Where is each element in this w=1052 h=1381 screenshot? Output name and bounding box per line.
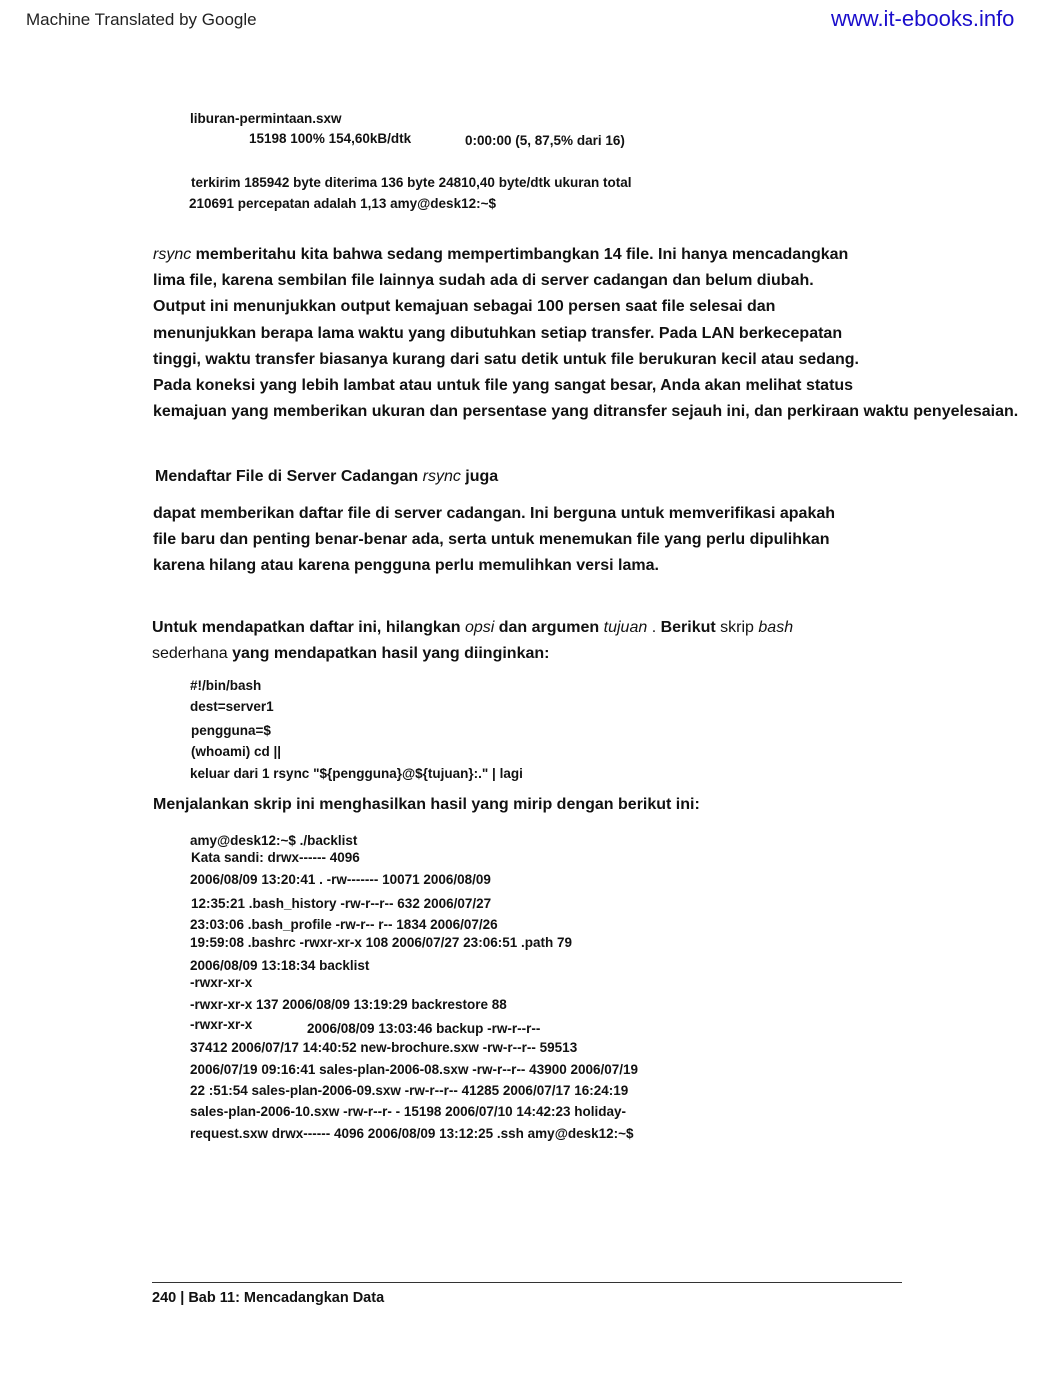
output2-line-6: 19:59:08 .bashrc -rwxr-xr-x 108 2006/07/27 23:06:51 .path 79 [190, 935, 572, 950]
output-sent-line: terkirim 185942 byte diterima 136 byte 24810,40 byte/dtk ukuran total [191, 175, 632, 190]
para2-line-3: karena hilang atau karena pengguna perlu memulihkan versi lama. [153, 557, 659, 574]
para1-line-3: Output ini menunjukkan output kemajuan sebagai 100 persen saat file selesai dan [153, 298, 776, 315]
output2-line-5: 23:03:06 .bash_profile -rw-r-- r-- 1834 2006/07/26 [190, 917, 498, 932]
para3-text-c: dan argumen [494, 619, 604, 636]
script-line-4: (whoami) cd || [191, 744, 282, 759]
machine-translated-label: Machine Translated by Google [26, 10, 257, 29]
output-timing: 0:00:00 (5, 87,5% dari 16) [465, 133, 625, 148]
tujuan-term: tujuan [603, 619, 648, 636]
running-text: Menjalankan skrip ini menghasilkan hasil yang mirip dengan berikut ini: [153, 796, 700, 813]
rsync-term: rsync [153, 246, 192, 263]
output2-line-2: Kata sandi: drwx------ 4096 [191, 850, 360, 865]
para1-line-4: menunjukkan berapa lama waktu yang dibutuhkan setiap transfer. Pada LAN berkecepatan [153, 325, 843, 342]
para1-line-5: tinggi, waktu transfer biasanya kurang dari satu detik untuk file berukuran kecil atau sedang. [153, 351, 859, 368]
para3-text-g: skrip [715, 619, 759, 636]
page-number: 240 [152, 1290, 177, 1306]
output2-line-8: -rwxr-xr-x [190, 975, 253, 990]
bash-term: bash [758, 619, 794, 636]
section-heading-b: juga [460, 468, 499, 485]
site-link[interactable]: www.it-ebooks.info [831, 6, 1015, 31]
para3-line-2 [152, 645, 549, 663]
chapter-title: Bab 11: Mencadangkan Data [188, 1290, 385, 1306]
output2-line-11: 2006/08/09 13:03:46 backup -rw-r--r-- [307, 1021, 541, 1036]
para3-text-e: . [647, 619, 661, 636]
script-line-1: #!/bin/bash [190, 678, 262, 693]
page-footer [152, 1290, 384, 1306]
para1-line-6: Pada koneksi yang lebih lambat atau untuk file yang sangat besar, Anda akan melihat status [153, 377, 854, 394]
output2-line-16: request.sxw drwx------ 4096 2006/08/09 13:12:25 .ssh amy@desk12:~$ [190, 1126, 634, 1141]
section-heading-rsync: rsync [422, 468, 461, 485]
para3-text-sederhana: sederhana [152, 645, 228, 662]
output-stats: 15198 100% 154,60kB/dtk [249, 131, 412, 146]
para1-line-1-text: memberitahu kita bahwa sedang mempertimbangkan 14 file. Ini hanya mencadangkan [191, 246, 849, 263]
output2-line-4: 12:35:21 .bash_history -rw-r--r-- 632 2006/07/27 [191, 896, 492, 911]
output-filename: liburan-permintaan.sxw [190, 111, 342, 126]
para3-text-f: Berikut [660, 619, 716, 636]
output2-line-14: 22 :51:54 sales-plan-2006-09.sxw -rw-r--r-- 41285 2006/07/17 16:24:19 [190, 1083, 629, 1098]
output2-line-10: -rwxr-xr-x [190, 1017, 253, 1032]
para2-line-1: dapat memberikan daftar file di server cadangan. Ini berguna untuk memverifikasi apakah [153, 505, 836, 522]
output2-line-7: 2006/08/09 13:18:34 backlist [190, 958, 370, 973]
output2-line-1: amy@desk12:~$ ./backlist [190, 833, 358, 848]
output-speedup-line: 210691 percepatan adalah 1,13 amy@desk12:~$ [189, 196, 496, 211]
para2-line-2: file baru dan penting benar-benar ada, serta untuk menemukan file yang perlu dipulihkan [153, 531, 830, 548]
para3-text-a: Untuk mendapatkan daftar ini, hilangkan [152, 619, 465, 636]
section-heading-a: Mendaftar File di Server Cadangan [155, 468, 423, 485]
output2-line-3: 2006/08/09 13:20:41 . -rw------- 10071 2006/08/09 [190, 872, 491, 887]
footer-separator: | [180, 1290, 185, 1306]
output2-line-9: -rwxr-xr-x 137 2006/08/09 13:19:29 backrestore 88 [190, 997, 507, 1012]
output2-line-12: 37412 2006/07/17 14:40:52 new-brochure.sxw -rw-r--r-- 59513 [190, 1040, 578, 1055]
script-line-2: dest=server1 [190, 699, 274, 714]
para1-line-7: kemajuan yang memberikan ukuran dan persentase yang ditransfer sejauh ini, dan perkiraan waktu penyelesaian. [153, 403, 1019, 420]
output2-line-15: sales-plan-2006-10.sxw -rw-r--r- - 15198 2006/07/10 14:42:23 holiday- [190, 1104, 626, 1119]
para3-line-1 [152, 619, 793, 637]
script-line-3: pengguna=$ [191, 723, 271, 738]
opsi-term: opsi [464, 619, 495, 636]
script-line-5: keluar dari 1 rsync "${pengguna}@${tujuan}:." | lagi [190, 766, 523, 781]
para1-line-2: lima file, karena sembilan file lainnya sudah ada di server cadangan dan belum diubah. [153, 272, 814, 289]
footer-divider [152, 1282, 902, 1283]
output2-line-13: 2006/07/19 09:16:41 sales-plan-2006-08.sxw -rw-r--r-- 43900 2006/07/19 [190, 1062, 639, 1077]
section-heading [155, 468, 498, 486]
para1-line-1 [153, 246, 848, 264]
para3-text-rest: yang mendapatkan hasil yang diinginkan: [227, 645, 550, 662]
